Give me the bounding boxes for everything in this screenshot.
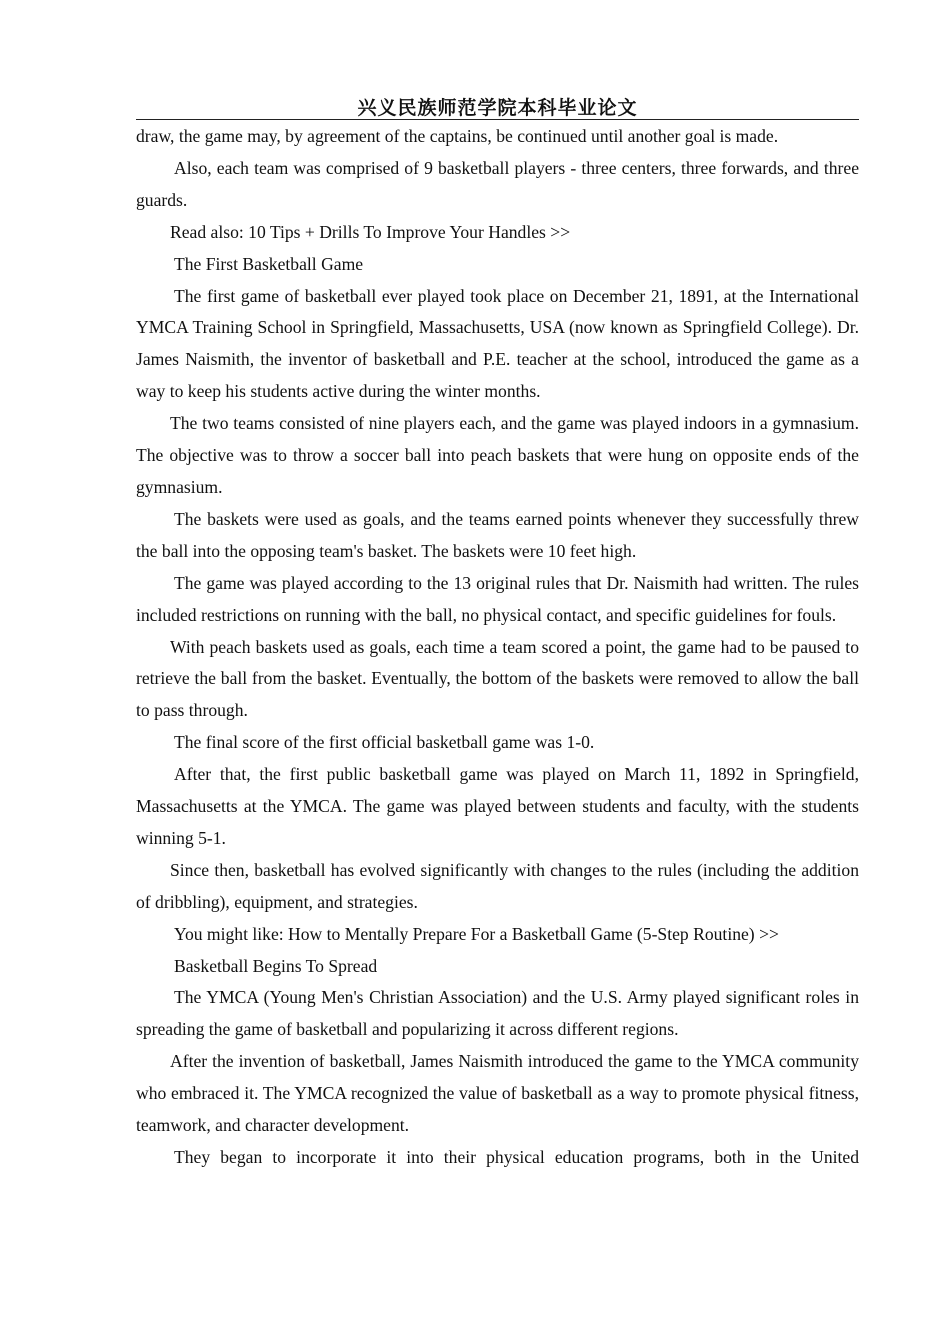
header-divider xyxy=(136,119,859,120)
paragraph: After the invention of basketball, James Naismith introduced the game to the YMCA community who embraced it. The YMCA recognized the value of basketball as a way to promote physical fitness, teamwork, and character development. xyxy=(136,1051,859,1136)
paragraph: Also, each team was comprised of 9 basketball players - three centers, three forwards, and three guards. xyxy=(136,157,859,210)
paragraph: draw, the game may, by agreement of the captains, be continued until another goal is made. xyxy=(136,126,779,146)
you-might-like-link: You might like: How to Mentally Prepare For a Basketball Game (5-Step Routine) >> xyxy=(174,923,779,944)
section-heading: Basketball Begins To Spread xyxy=(174,955,378,976)
running-header: 兴义民族师范学院本科毕业论文 xyxy=(357,97,638,119)
paragraph: After that, the first public basketball game was played on March 11, 1892 in Springfield, Massachusetts at the YMCA. The game was played between students and faculty, with the students winning 5-1. xyxy=(136,764,859,848)
body-text xyxy=(136,121,859,1174)
paragraph: The game was played according to the 13 original rules that Dr. Naismith had written. The rules included restrictions on running with the ball, no physical contact, and specific guidelines for fouls. xyxy=(136,572,859,625)
read-also-link: Read also: 10 Tips + Drills To Improve Your Handles >> xyxy=(170,221,571,242)
paragraph: The first game of basketball ever played took place on December 21, 1891, at the International YMCA Training School in Springfield, Massachusetts, USA (now known as Springfield College). Dr. James Naismith, the inventor of basketball and P.E. teacher at the school, introduced the game as a way to keep his students active during the winter months. xyxy=(136,285,859,402)
paragraph: They began to incorporate it into their physical education programs, both in the United xyxy=(174,1147,859,1167)
paragraph: With peach baskets used as goals, each time a team scored a point, the game had to be paused to retrieve the ball from the basket. Eventually, the bottom of the baskets were removed to allow the ball to pass through. xyxy=(136,636,859,721)
paragraph: The two teams consisted of nine players each, and the game was played indoors in a gymnasium. The objective was to throw a soccer ball into peach baskets that were hung on opposite ends of the gymnasium. xyxy=(136,413,859,497)
paragraph: The baskets were used as goals, and the teams earned points whenever they successfully threw the ball into the opposing team's basket. The baskets were 10 feet high. xyxy=(136,508,859,561)
paragraph: Since then, basketball has evolved significantly with changes to the rules (including the addition of dribbling), equipment, and strategies. xyxy=(136,859,859,912)
paragraph: The YMCA (Young Men's Christian Association) and the U.S. Army played significant roles in spreading the game of basketball and popularizing it across different regions. xyxy=(136,987,859,1040)
section-heading: The First Basketball Game xyxy=(174,253,364,274)
paragraph: The final score of the first official basketball game was 1-0. xyxy=(174,732,595,753)
